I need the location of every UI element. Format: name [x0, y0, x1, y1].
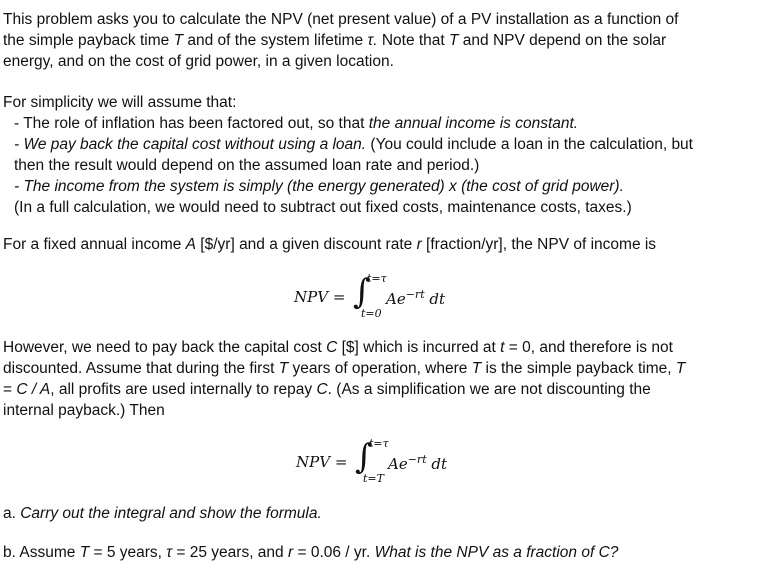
payback-line-3: = C / A, all profits are used internally to repay C. (As a simplification we are not discounting the: [3, 381, 651, 398]
integrand: $Ae^{-rt}$ dt: [386, 288, 446, 308]
intro-line-2: the simple payback time T and of the system lifetime τ. Note that T and NPV depend on the solar: [3, 32, 667, 49]
upper-limit: t=τ: [369, 437, 389, 450]
intro-line-3: energy, and on the cost of grid power, in a given location.: [3, 53, 394, 70]
integral-sign: ∫: [355, 437, 373, 477]
payback-line-4: internal payback.) Then: [3, 402, 165, 419]
intro-line-1: This problem asks you to calculate the NPV (net present value) of a PV installation as a function of: [3, 11, 679, 28]
upper-limit: t=τ: [367, 272, 387, 285]
integral-sign: ∫: [353, 272, 371, 312]
income-definition: For a fixed annual income A [$/yr] and a given discount rate r [fraction/yr], the NPV of income is: [3, 236, 657, 253]
assumptions-intro: For simplicity we will assume that:: [3, 94, 237, 111]
question-a: a. Carry out the integral and show the formula.: [3, 505, 322, 522]
integrand: $Ae^{-rt}$ dt: [388, 453, 448, 473]
assumption-no-loan: - We pay back the capital cost without using a loan. (You could include a loan in the calculation, but: [14, 136, 693, 153]
assumption-no-loan-cont: then the result would depend on the assumed loan rate and period.): [14, 157, 480, 174]
npv-equation-2: NPV = ∫ t=τ t=T $Ae^{-rt}$ dt: [296, 437, 448, 485]
assumption-full-calc: (In a full calculation, we would need to subtract out fixed costs, maintenance costs, taxes.): [14, 199, 632, 216]
assumption-income: - The income from the system is simply (the energy generated) x (the cost of grid power).: [14, 178, 624, 195]
question-b: b. Assume T = 5 years, τ = 25 years, and r = 0.06 / yr. What is the NPV as a fraction of C?: [3, 544, 619, 561]
lower-limit: t=T: [363, 472, 384, 485]
npv-equation-1: NPV = ∫ t=τ t=0 $Ae^{-rt}$ dt: [294, 272, 446, 320]
lower-limit: t=0: [361, 307, 382, 320]
assumption-inflation: - The role of inflation has been factored out, so that the annual income is constant.: [14, 115, 579, 132]
payback-line-2: discounted. Assume that during the first T years of operation, where T is the simple payback time, T: [3, 360, 686, 377]
payback-line-1: However, we need to pay back the capital cost C [$] which is incurred at t = 0, and therefore is not: [3, 339, 673, 356]
